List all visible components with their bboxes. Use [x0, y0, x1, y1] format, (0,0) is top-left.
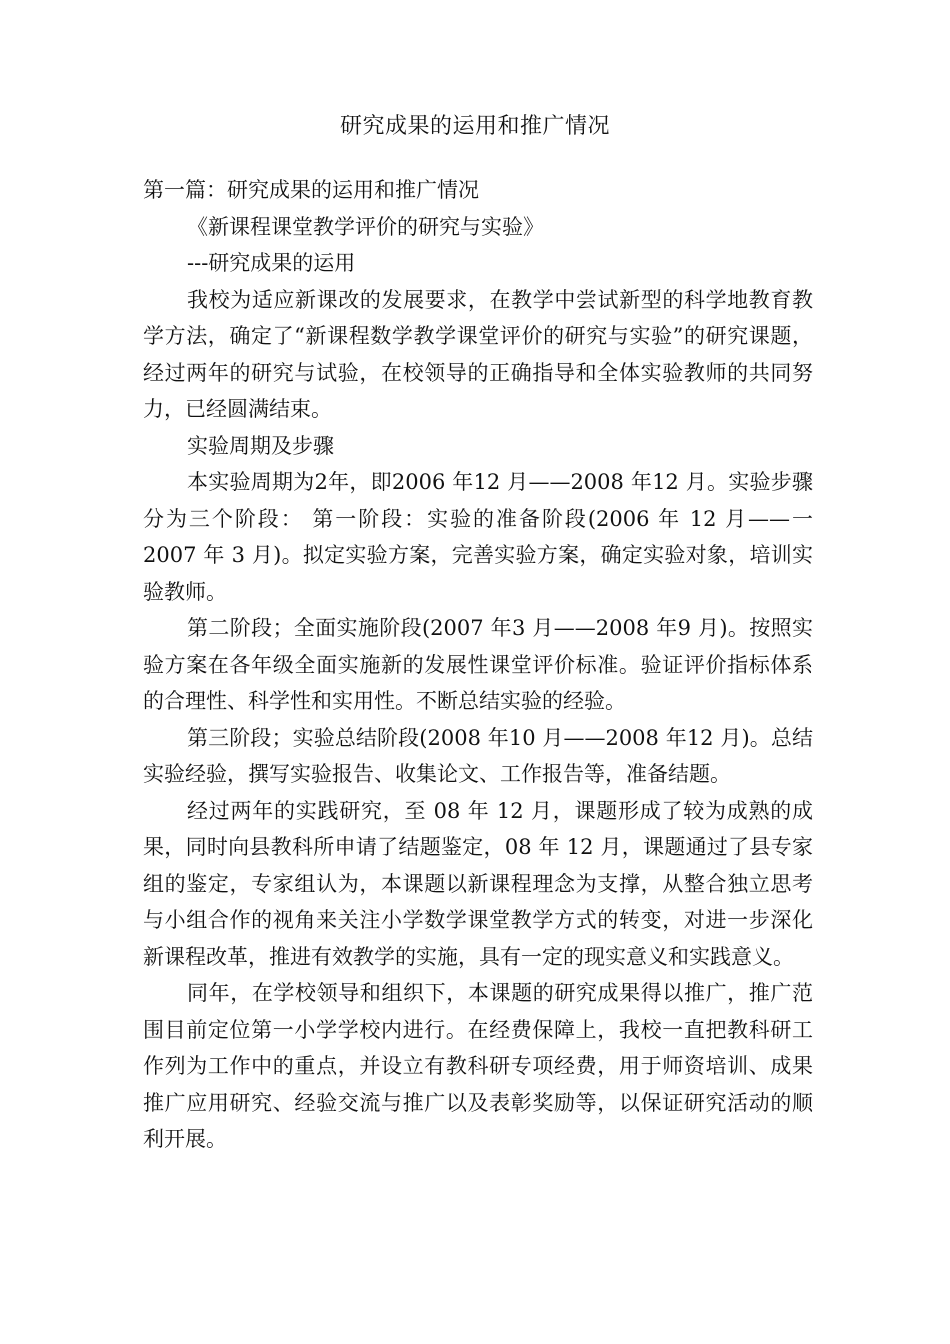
- document-body: [143, 172, 813, 1158]
- paragraph-stage-two: 第二阶段；全面实施阶段(2007 年3 月——2008 年9 月)。按照实验方案在各年级全面实施新的发展性课堂评价标准。验证评价指标体系的合理性、科学性和实用性。不断总结实验的经验。: [143, 616, 813, 713]
- paragraph-stage-one: 本实验周期为2年，即2006 年12 月——2008 年12 月。实验步骤分为三个阶段： 第一阶段：实验的准备阶段(2006 年 12 月——一2007 年 3 月)。拟定实验方案，完善实验方案，确定实验对象，培训实验教师。: [143, 470, 813, 604]
- subject-title: 《新课程课堂教学评价的研究与实验》: [187, 214, 544, 239]
- paragraph-intro: 我校为适应新课改的发展要求，在教学中尝试新型的科学地教育教学方法，确定了“新课程数学教学课堂评价的研究与实验”的研究课题，经过两年的研究与试验，在校领导的正确指导和全体实验教师的共同努力，已经圆满结束。: [143, 287, 813, 421]
- document-title: 研究成果的运用和推广情况: [339, 114, 610, 139]
- subject-subtitle: ---研究成果的运用: [187, 251, 356, 275]
- paragraph-promotion: 同年，在学校领导和组织下，本课题的研究成果得以推广，推广范围目前定位第一小学学校内进行。在经费保障上，我校一直把教科研工作列为工作中的重点，并设立有教科研专项经费，用于师资培训、成果推广应用研究、经验交流与推广以及表彰奖励等，以保证研究活动的顺利开展。: [143, 981, 813, 1151]
- paragraph-heading-period: 实验周期及步骤: [187, 433, 334, 458]
- paragraph-stage-three: 第三阶段；实验总结阶段(2008 年10 月——2008 年12 月)。总结实验经验，撰写实验报告、收集论文、工作报告等，准备结题。: [143, 725, 813, 786]
- section-heading: 第一篇：研究成果的运用和推广情况: [143, 178, 479, 202]
- paragraph-results: 经过两年的实践研究，至 08 年 12 月，课题形成了较为成熟的成果，同时向县教科所申请了结题鉴定，08 年 12 月，课题通过了县专家组的鉴定，专家组认为，本课题以新课程理念为支撑，从整合独立思考与小组合作的视角来关注小学数学课堂教学方式的转变，对进一步深化新课程改革，推进有效教学的实施，具有一定的现实意义和实践意义。: [143, 798, 813, 969]
